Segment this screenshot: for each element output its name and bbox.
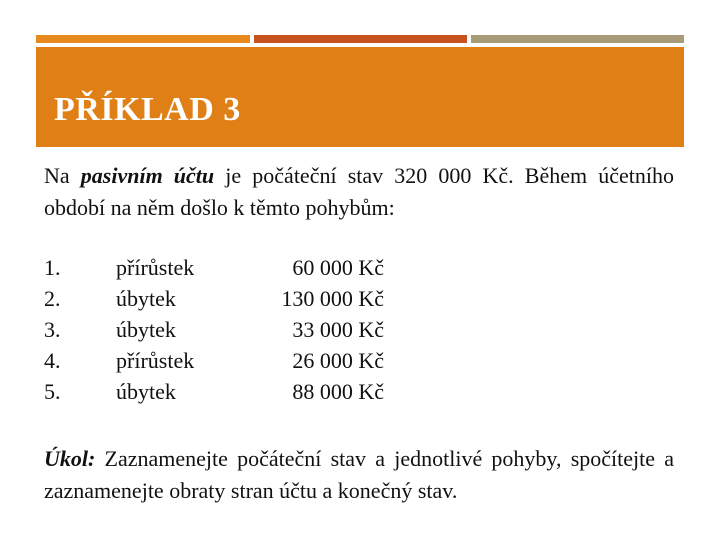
- intro-paragraph: [44, 160, 674, 224]
- task-paragraph: [44, 443, 674, 507]
- movement-type: úbytek: [116, 317, 176, 342]
- movement-amount: 88 000 Kč: [292, 379, 384, 404]
- movement-type: přírůstek: [116, 255, 195, 280]
- movement-number: 2.: [44, 286, 61, 311]
- intro-text-start: Na: [44, 163, 81, 188]
- title-banner: [36, 47, 684, 147]
- page-title: PŘÍKLAD 3: [54, 91, 241, 128]
- top-bar-red: [254, 35, 467, 43]
- movement-row: [44, 252, 444, 283]
- movements-list: [44, 252, 444, 407]
- movement-amount: 26 000 Kč: [292, 348, 384, 373]
- top-bar-tan: [471, 35, 684, 43]
- movement-number: 4.: [44, 348, 61, 373]
- movement-type: úbytek: [116, 286, 176, 311]
- intro-text-end: je počáteční stav 320 000 Kč. Během účetního období na něm došlo k těmto pohybům:: [44, 163, 674, 220]
- movement-row: [44, 283, 444, 314]
- movement-type: přírůstek: [116, 348, 195, 373]
- movement-amount: 60 000 Kč: [292, 255, 384, 280]
- movement-amount: 33 000 Kč: [292, 317, 384, 342]
- top-bar-orange: [36, 35, 250, 43]
- intro-emphasis: pasivním účtu: [80, 163, 215, 188]
- movement-number: 1.: [44, 255, 61, 280]
- movement-number: 3.: [44, 317, 61, 342]
- movement-type: úbytek: [116, 379, 176, 404]
- movement-number: 5.: [44, 379, 61, 404]
- task-label: Úkol:: [44, 446, 96, 471]
- movement-amount: 130 000 Kč: [281, 286, 384, 311]
- movement-row: [44, 376, 444, 407]
- top-decoration-bars: [36, 35, 684, 43]
- movement-row: [44, 345, 444, 376]
- task-text: Zaznamenejte počáteční stav a jednotlivé pohyby, spočítejte a zaznamenejte obraty stran účtu a konečný stav.: [44, 446, 674, 503]
- movement-row: [44, 314, 444, 345]
